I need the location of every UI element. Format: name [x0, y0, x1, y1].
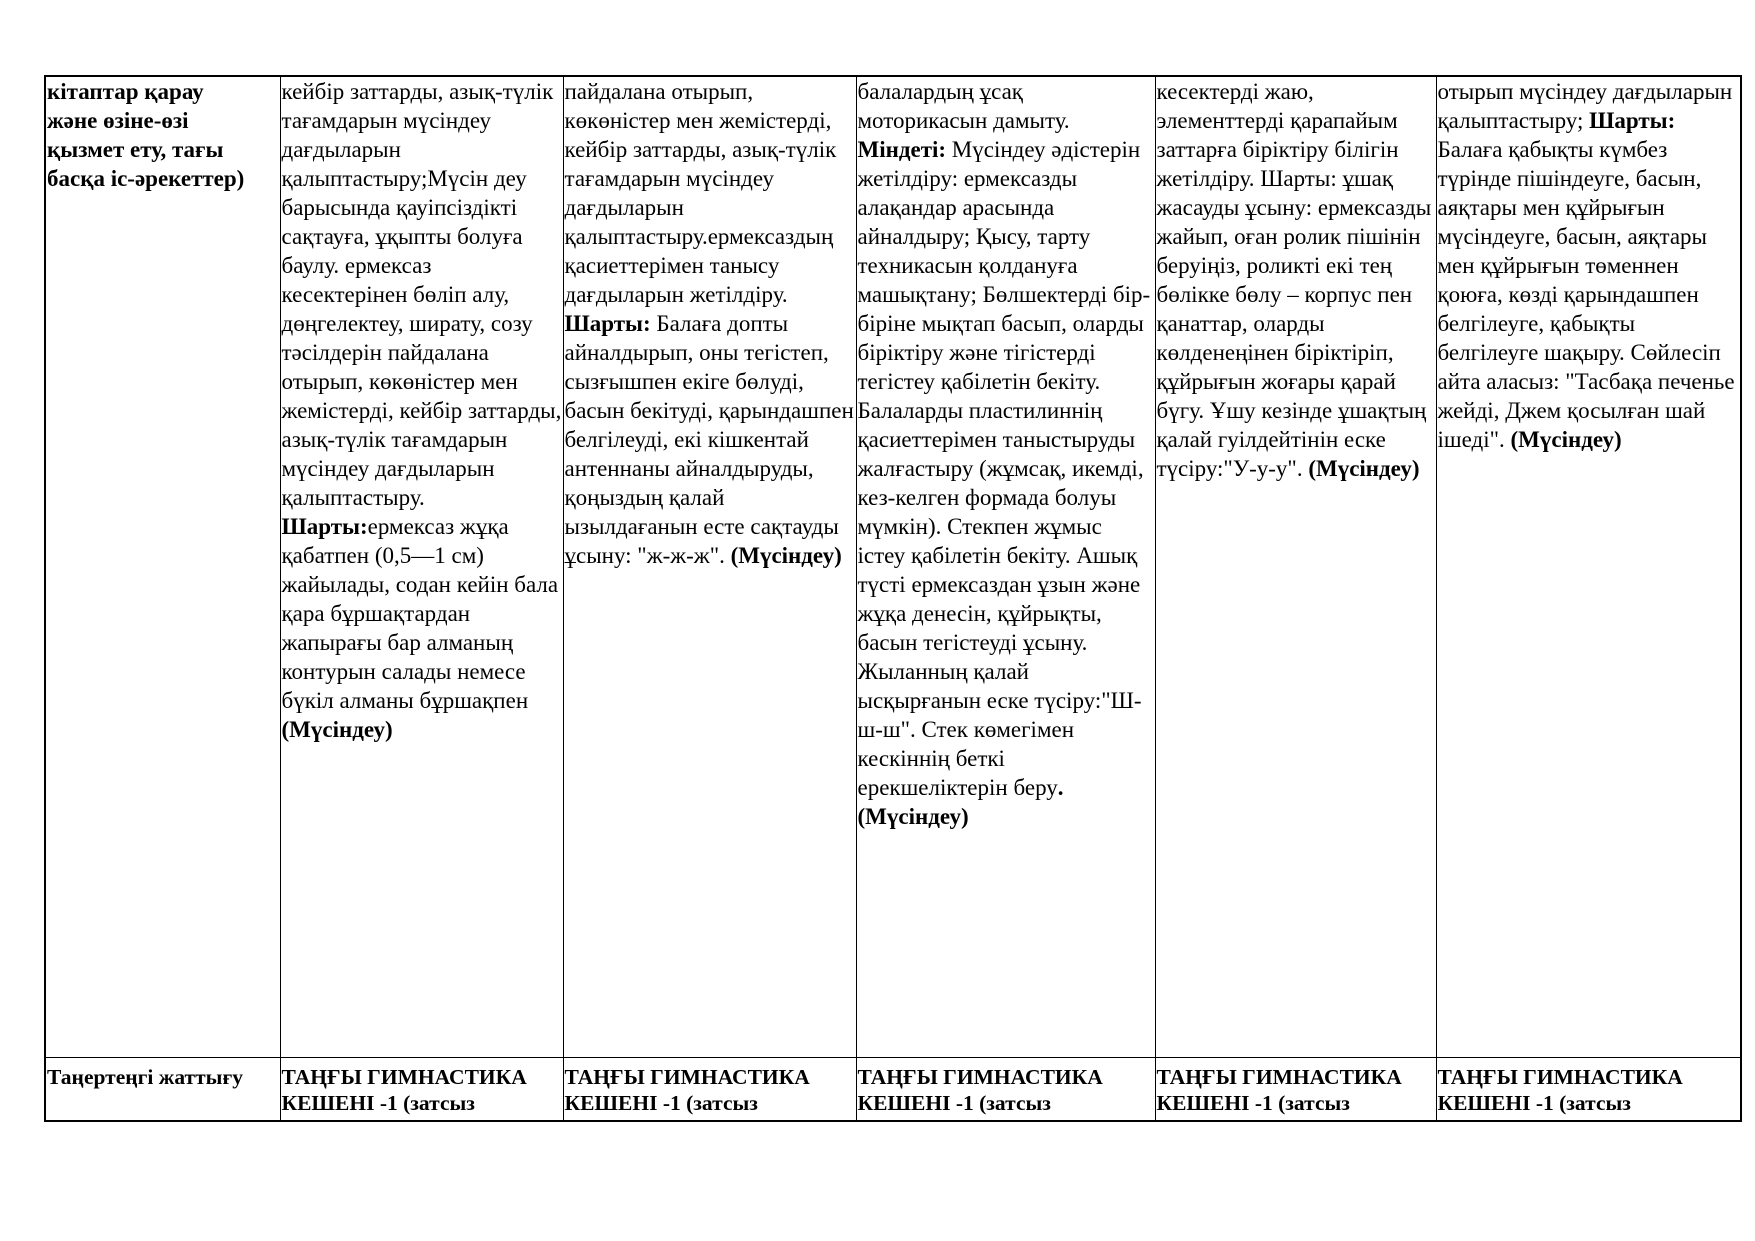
cell-bold-text: (Мүсіндеу) — [281, 717, 393, 742]
gym-cell-4 — [1155, 1058, 1436, 1122]
gym-line: КЕШЕНІ -1 (затсыз — [857, 1091, 1051, 1115]
gym-line: ТАҢҒЫ ГИМНАСТИКА — [1437, 1065, 1683, 1089]
gym-line: КЕШЕНІ -1 (затсыз — [281, 1091, 475, 1115]
gym-line: ТАҢҒЫ ГИМНАСТИКА — [857, 1065, 1103, 1089]
day-cell-1 — [280, 76, 563, 1058]
gym-line: ТАҢҒЫ ГИМНАСТИКА — [281, 1065, 527, 1089]
row-header-line: басқа іс-әрекеттер) — [47, 166, 245, 191]
activity-row — [45, 76, 1741, 1058]
cell-text: кесектерді жаю, элементтерді қарапайым заттарға біріктіру білігін жетілдіру. Шарты: ұшақ жасауды ұсыну: ермексазды жайып, оған ролик пішінін беруіңіз, роликті екі тең бөлікке бөлу – корпус пен қанаттар, оларды көлденеңінен біріктіріп, құйрығын жоғары қарай бүгу. Ұшу кезінде ұшақтың қалай гуілдейтінін еске түсіру:"У-у-у". — [1156, 79, 1432, 481]
gym-line: КЕШЕНІ -1 (затсыз — [1437, 1091, 1631, 1115]
cell-text: Балаға қабықты күмбез түрінде пішіндеуге, басын, аяқтары мен құйрығын мүсіндеуге, басын, аяқтары мен құйрығын төменнен қоюға, көзді қарындашпен белгілеуге, қабықты белгілеуге шақыру. Сөйлесіп айта аласыз: "Тасбақа печенье жейді, Джем қосылған шай ішеді". — [1437, 137, 1735, 452]
cell-text: балалардың ұсақ моторикасын дамыту. — [857, 79, 1070, 133]
row-header-morning-exercise: Таңертеңгі жаттығу — [45, 1058, 280, 1122]
cell-text: Мүсіндеу әдістерін жетілдіру: ермексазды алақандар арасында айналдыру; Қысу, тарту техникасын қолдануға машықтану; Бөлшектерді бір-біріне мықтап басып, оларды біріктіру және тігістерді тегістеу қабілетін бекіту. Балаларды пластилиннің қасиеттерімен таныстыруды жалғастыру (жұмсақ, икемді, кез-келген формада болуы мүмкін). Стекпен жұмыс істеу қабілетін бекіту. Ашық түсті ермексаздан ұзын және жұқа денесін, құйрықты, басын тегістеуді ұсыну. Жыланның қалай ысқырғанын еске түсіру:"Ш-ш-ш". Стек көмегімен кескіннің беткі ерекшеліктерін беру — [857, 137, 1151, 800]
gym-cell-1 — [280, 1058, 563, 1122]
cell-bold-text: (Мүсіндеу) — [1510, 427, 1622, 452]
plan-table — [44, 75, 1742, 1122]
cell-bold-text: (Мүсіндеу) — [1308, 456, 1420, 481]
row-header-line: және өзіне-өзі — [47, 108, 189, 133]
cell-bold-text: Шарты: — [281, 514, 368, 539]
gym-line: ТАҢҒЫ ГИМНАСТИКА — [564, 1065, 810, 1089]
gym-line: КЕШЕНІ -1 (затсыз — [1156, 1091, 1350, 1115]
gym-cell-5 — [1436, 1058, 1741, 1122]
morning-exercise-row — [45, 1058, 1741, 1122]
day-cell-4 — [1155, 76, 1436, 1058]
row-header-line: кітаптар қарау — [47, 79, 204, 104]
day-cell-3 — [856, 76, 1155, 1058]
cell-text: пайдалана отырып, көкөністер мен жемістерді, кейбір заттарды, азық-түлік тағамдарын мүсіндеу дағдыларын қалыптастыру.ермексаздың қасиеттерімен танысу дағдыларын жетілдіру. — [564, 79, 837, 307]
cell-bold-text: (Мүсіндеу) — [857, 804, 969, 829]
cell-bold-text: Міндеті: — [857, 137, 947, 162]
day-cell-5 — [1436, 76, 1741, 1058]
gym-line: ТАҢҒЫ ГИМНАСТИКА — [1156, 1065, 1402, 1089]
cell-text: кейбір заттарды, азық-түлік тағамдарын мүсіндеу дағдыларын қалыптастыру;Мүсін деу барысында қауіпсіздікті сақтауға, ұқыпты болуға баулу. ермексаз кесектерінен бөліп алу, дөңгелектеу, ширату, созу тәсілдерін пайдалана отырып, көкөністер мен жемістерді, кейбір заттарды, азық-түлік тағамдарын мүсіндеу дағдыларын қалыптастыру. — [281, 79, 562, 510]
cell-text: ермексаз жұқа қабатпен (0,5—1 см) жайылады, содан кейін бала қара бұршақтардан жапырағы бар алманың контурын салады немесе бүкіл алманы бұршақпен — [281, 514, 559, 713]
cell-text: Балаға допты айналдырып, оны тегістеп, сызғышпен екіге бөлуді, басын бекітуді, қарындашпен белгілеуді, екі кішкентай антеннаны айналдыруды, қоңыздың қалай ызылдағанын есте сақтауды ұсыну: "ж-ж-ж". — [564, 311, 854, 568]
gym-cell-2 — [563, 1058, 856, 1122]
cell-text: отырып мүсіндеу дағдыларын қалыптастыру; — [1437, 79, 1733, 133]
cell-bold-text: . — [1057, 775, 1064, 800]
cell-bold-text: Шарты: — [564, 311, 651, 336]
row-header-line: қызмет ету, тағы — [47, 137, 224, 162]
gym-line: КЕШЕНІ -1 (затсыз — [564, 1091, 758, 1115]
cell-bold-text: (Мүсіндеу) — [730, 543, 842, 568]
row-header-activities — [45, 76, 280, 1058]
cell-bold-text: Шарты: — [1589, 108, 1676, 133]
gym-cell-3 — [856, 1058, 1155, 1122]
day-cell-2 — [563, 76, 856, 1058]
